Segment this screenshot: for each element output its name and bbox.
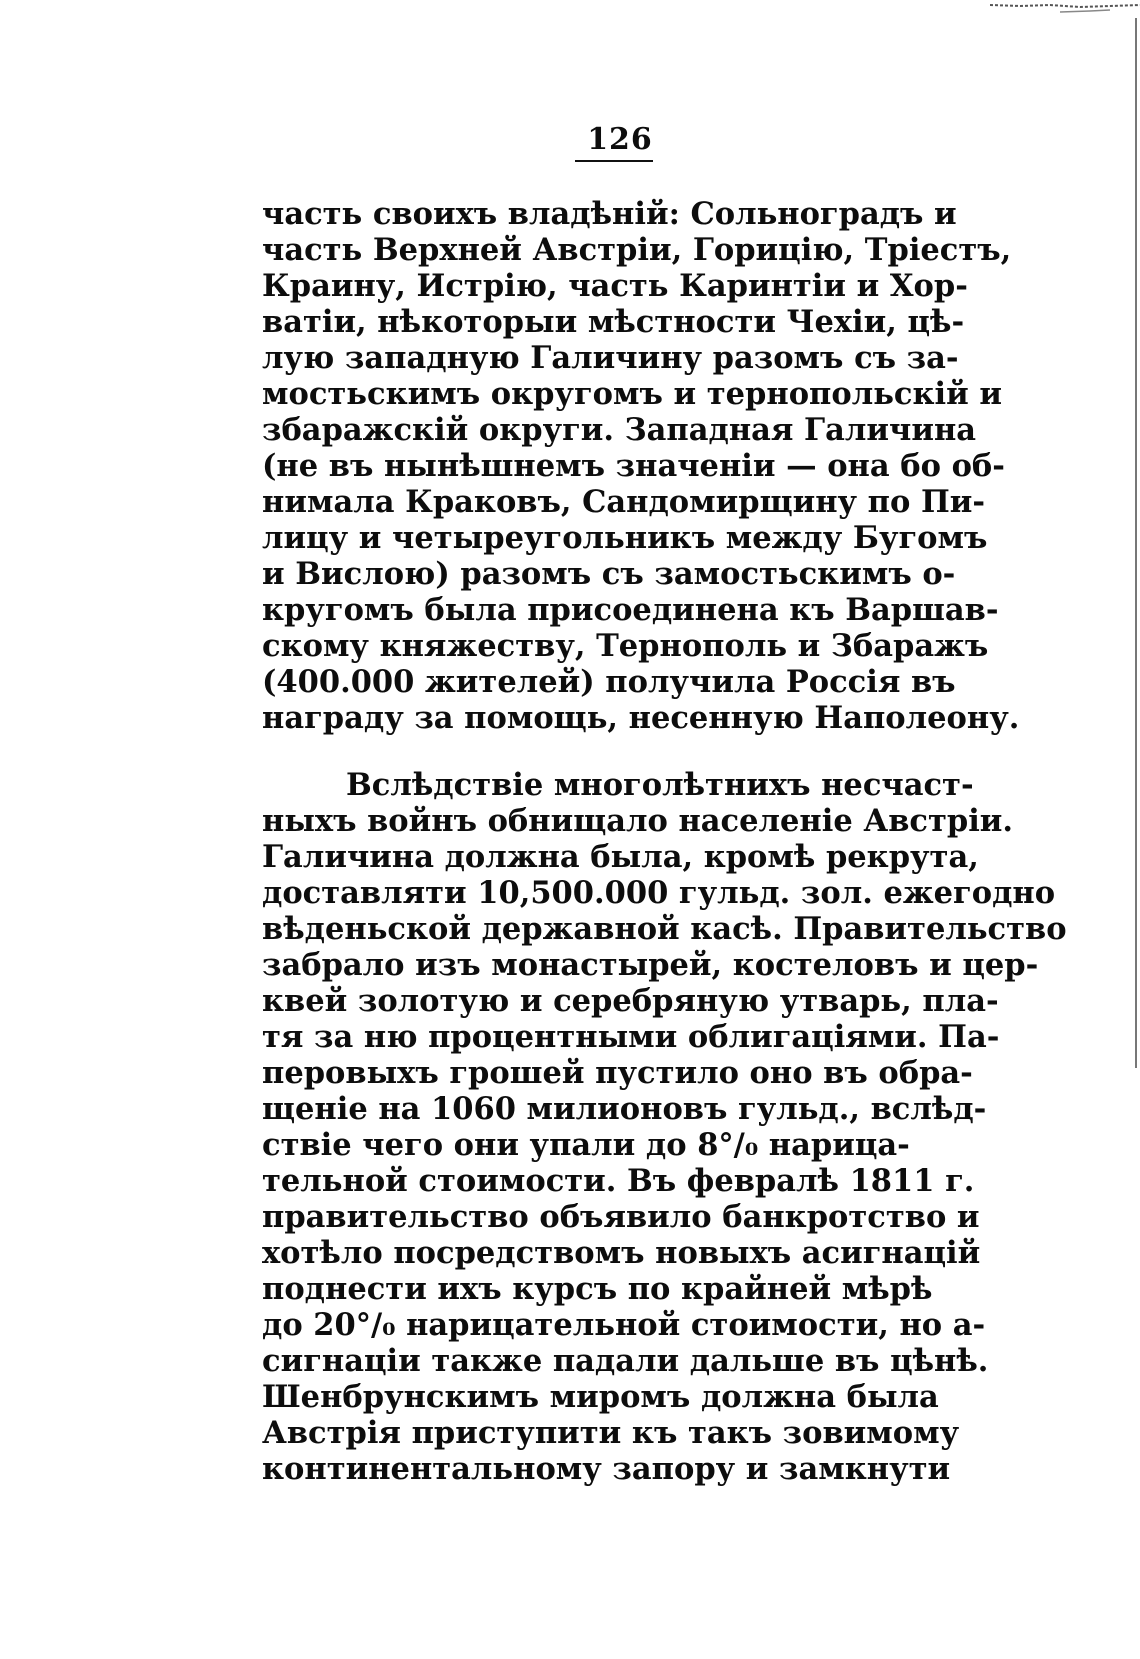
paragraph-2 (262, 767, 1067, 1487)
page-number: 126 (587, 122, 653, 157)
text-line: щеніе на 1060 милионовъ гульд., вслѣд- (262, 1091, 987, 1127)
scan-corner-artifact (990, 0, 1140, 18)
text-line: континентальному запору и замкнути (262, 1451, 951, 1487)
text-line: (не въ нынѣшнемъ значеніи — она бо об- (262, 448, 1005, 484)
page-number-rule (575, 160, 653, 162)
text-line: тя за ню процентными облигаціями. Па- (262, 1019, 1000, 1055)
text-line: нимала Краковъ, Сандомирщину по Пи- (262, 484, 986, 520)
text-line: часть своихъ владѣній: Сольноградъ и (262, 196, 957, 232)
text-line: правительство объявило банкротство и (262, 1199, 980, 1235)
text-line: Вслѣдствіе многолѣтнихъ несчаст- (346, 767, 974, 803)
text-line: доставляти 10,500.000 гульд. зол. ежегодно (262, 875, 1056, 911)
text-line: Галичина должна была, кромѣ рекрута, (262, 839, 979, 875)
text-line: ствіе чего они упали до 8°/₀ нарица- (262, 1127, 910, 1163)
text-line: вѣденьской державной касѣ. Правительство (262, 911, 1067, 947)
text-line: (400.000 жителей) получила Россія въ (262, 664, 956, 700)
text-line: награду за помощь, несенную Наполеону. (262, 700, 1020, 736)
text-line: збаражскій округи. Западная Галичина (262, 412, 977, 448)
text-line: ныхъ войнъ обнищало населеніе Австріи. (262, 803, 1014, 839)
text-line: квей золотую и серебряную утварь, пла- (262, 983, 999, 1019)
text-line: мостьскимъ округомъ и тернопольскій и (262, 376, 1002, 412)
text-line: тельной стоимости. Въ февралѣ 1811 г. (262, 1163, 975, 1199)
text-line: ватіи, нѣкоторыи мѣстности Чехіи, цѣ- (262, 304, 965, 340)
text-line: забрало изъ монастырей, костеловъ и цер- (262, 947, 1039, 983)
text-line: Шенбрунскимъ миромъ должна была (262, 1379, 939, 1415)
text-line: поднести ихъ курсъ по крайней мѣрѣ (262, 1271, 933, 1307)
text-line: кругомъ была присоединена къ Варшав- (262, 592, 999, 628)
text-line: скому княжеству, Тернополь и Збаражъ (262, 628, 989, 664)
scan-edge-line (1135, 18, 1137, 1068)
paragraph-1 (262, 196, 1020, 736)
text-line: часть Верхней Австріи, Горицію, Тріестъ, (262, 232, 1012, 268)
text-line: Австрія приступити къ такъ зовимому (262, 1415, 960, 1451)
text-line: сигнаціи также падали дальше въ цѣнѣ. (262, 1343, 989, 1379)
text-line: до 20°/₀ нарицательной стоимости, но а- (262, 1307, 986, 1343)
text-line: хотѣло посредствомъ новыхъ асигнацій (262, 1235, 981, 1271)
text-line: лую западную Галичину разомъ съ за- (262, 340, 959, 376)
text-line: перовыхъ грошей пустило оно въ обра- (262, 1055, 973, 1091)
text-line: лицу и четыреугольникъ между Бугомъ (262, 520, 988, 556)
text-line: Краину, Истрію, часть Каринтіи и Хор- (262, 268, 968, 304)
text-line: и Вислою) разомъ съ замостьскимъ о- (262, 556, 956, 592)
